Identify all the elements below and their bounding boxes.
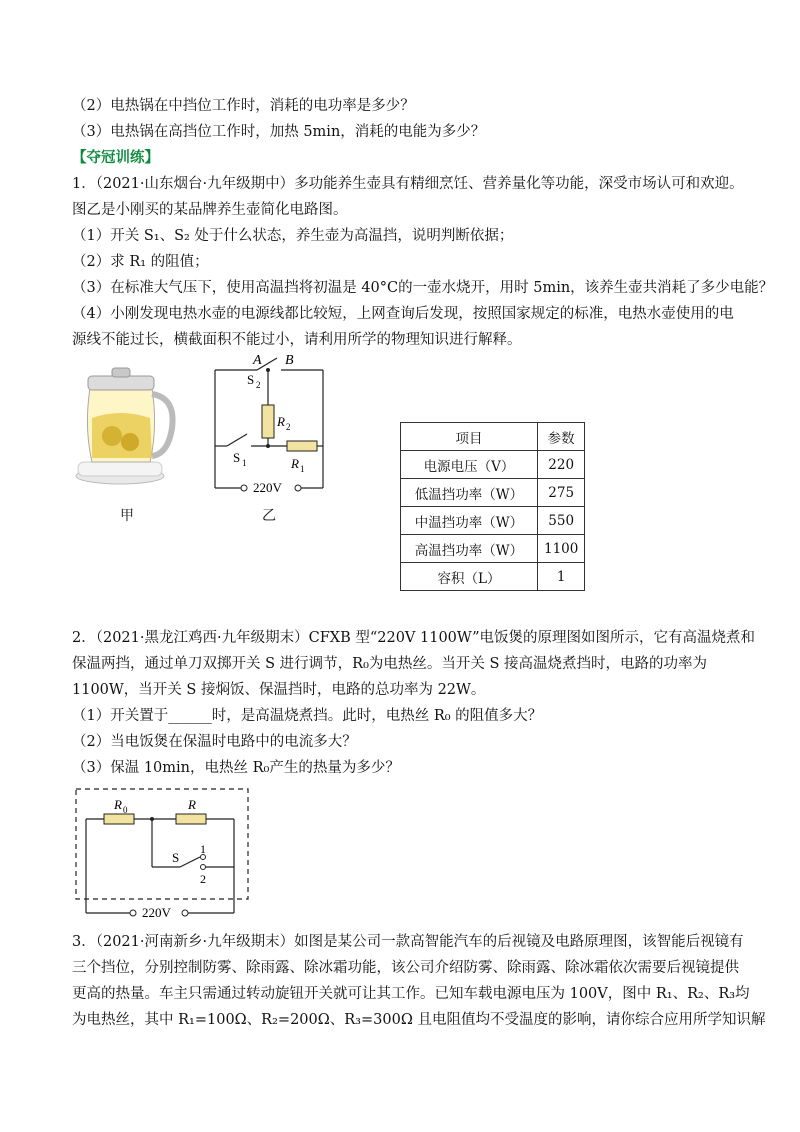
label-r0: R (114, 797, 122, 812)
p1-q4b: 源线不能过长，横截面积不能过小，请利用所学的物理知识进行解释。 (72, 332, 522, 348)
table-cell: 550 (538, 507, 585, 535)
fig-yi-caption: 乙 (262, 508, 276, 524)
circuit-yi (205, 350, 335, 500)
circuit-p2 (72, 785, 252, 920)
label-r: R (188, 797, 196, 812)
table-row (401, 507, 585, 535)
p2-q2: （2）当电饭煲在保温时电路中的电流多大？ (72, 734, 357, 750)
label-s1: S (233, 450, 241, 465)
p3-line1: 3．（2021·河南新乡·九年级期末）如图是某公司一款高智能汽车的后视镜及电路原理图，该智能后视镜有 (72, 934, 744, 950)
label-a: A (253, 353, 262, 368)
table-header-cell: 项目 (401, 423, 538, 451)
p1-q1: （1）开关 S₁、S₂ 处于什么状态，养生壶为高温挡，说明判断依据； (72, 228, 514, 244)
p1-line1: 1．（2021·山东烟台·九年级期中）多功能养生壶具有精细烹饪、营养量化等功能，深受市场认可和欢迎。 (72, 176, 744, 192)
p1-line2: 图乙是小刚买的某品牌养生壶简化电路图。 (72, 202, 348, 218)
label-220v-p2: 220V (142, 905, 171, 920)
label-r1-sub: 1 (300, 464, 305, 474)
p1-q4a: （4）小刚发现电热水壶的电源线都比较短，上网查询后发现，按照国家规定的标准，电热水壶使用的电 (72, 306, 734, 322)
intro-q3: （3）电热锅在高挡位工作时，加热 5min，消耗的电能为多少？ (72, 124, 486, 140)
p1-q3: （3）在标准大气压下，使用高温挡将初温是 40°C的一壶水烧开，用时 5min，该养生壶共消耗了多少电能？ (72, 280, 774, 296)
label-220v: 220V (253, 480, 282, 495)
resistor-r1 (287, 441, 317, 451)
table-cell: 1100 (538, 535, 585, 563)
fig-jia-caption: 甲 (120, 508, 134, 524)
table-cell: 电源电压（V） (401, 451, 538, 479)
intro-q2: （2）电热锅在中挡位工作时，消耗的电功率是多少？ (72, 98, 415, 114)
p3-line2: 三个挡位，分别控制防雾、除雨露、除冰霜功能，该公司介绍防雾、除雨露、除冰霜依次需要后视镜提供 (72, 960, 739, 976)
label-s1-sub: 1 (242, 458, 247, 468)
table-row (401, 451, 585, 479)
label-r2-sub: 2 (286, 422, 291, 432)
table-row (401, 479, 585, 507)
p1-q2: （2）求 R₁ 的阻值； (72, 254, 209, 270)
label-r0-sub: 0 (123, 805, 128, 815)
label-pos1: 1 (200, 842, 206, 856)
label-pos2: 2 (200, 872, 206, 886)
table-cell: 低温挡功率（W） (401, 479, 538, 507)
section-title: 【夺冠训练】 (72, 149, 159, 166)
resistor-r0 (104, 814, 134, 824)
table-cell: 中温挡功率（W） (401, 507, 538, 535)
parameter-table (400, 422, 585, 591)
label-r1: R (291, 456, 299, 471)
table-cell: 容积（L） (401, 563, 538, 591)
table-header-cell: 参数 (538, 423, 585, 451)
label-s2: S (247, 372, 255, 387)
p3-line4: 为电热丝，其中 R₁=100Ω、R₂=200Ω、R₃=300Ω 且电阻值均不受温度的影响，请你综合应用所学知识解 (72, 1012, 766, 1028)
label-r2: R (277, 414, 285, 429)
p2-line1: 2．（2021·黑龙江鸡西·九年级期末）CFXB 型“220V 1100W”电饭煲的原理图如图所示，它有高温烧煮和 (72, 630, 755, 646)
label-s: S (172, 850, 180, 865)
table-cell: 220 (538, 451, 585, 479)
p3-line3: 更高的热量。车主只需通过转动旋钮开关就可让其工作。已知车载电源电压为 100V，图中 R₁、R₂、R₃均 (72, 986, 750, 1002)
p2-line3: 1100W，当开关 S 接焖饭、保温挡时，电路的总功率为 22W。 (72, 682, 486, 698)
label-s2-sub: 2 (256, 380, 261, 390)
resistor-r (176, 814, 206, 824)
table-header-row (401, 423, 585, 451)
table-cell: 高温挡功率（W） (401, 535, 538, 563)
label-b: B (285, 353, 294, 368)
p2-line2: 保温两挡，通过单刀双掷开关 S 进行调节，R₀为电热丝。当开关 S 接高温烧煮挡时，电路的功率为 (72, 656, 708, 672)
table-cell: 1 (538, 563, 585, 591)
kettle-image (72, 358, 182, 488)
table-row (401, 535, 585, 563)
table-cell: 275 (538, 479, 585, 507)
resistor-r2 (262, 405, 274, 438)
p2-q3: （3）保温 10min，电热丝 R₀产生的热量为多少？ (72, 760, 400, 776)
table-row (401, 563, 585, 591)
p2-q1: （1）开关置于______时，是高温烧煮挡。此时，电热丝 R₀ 的阻值多大？ (72, 708, 543, 724)
